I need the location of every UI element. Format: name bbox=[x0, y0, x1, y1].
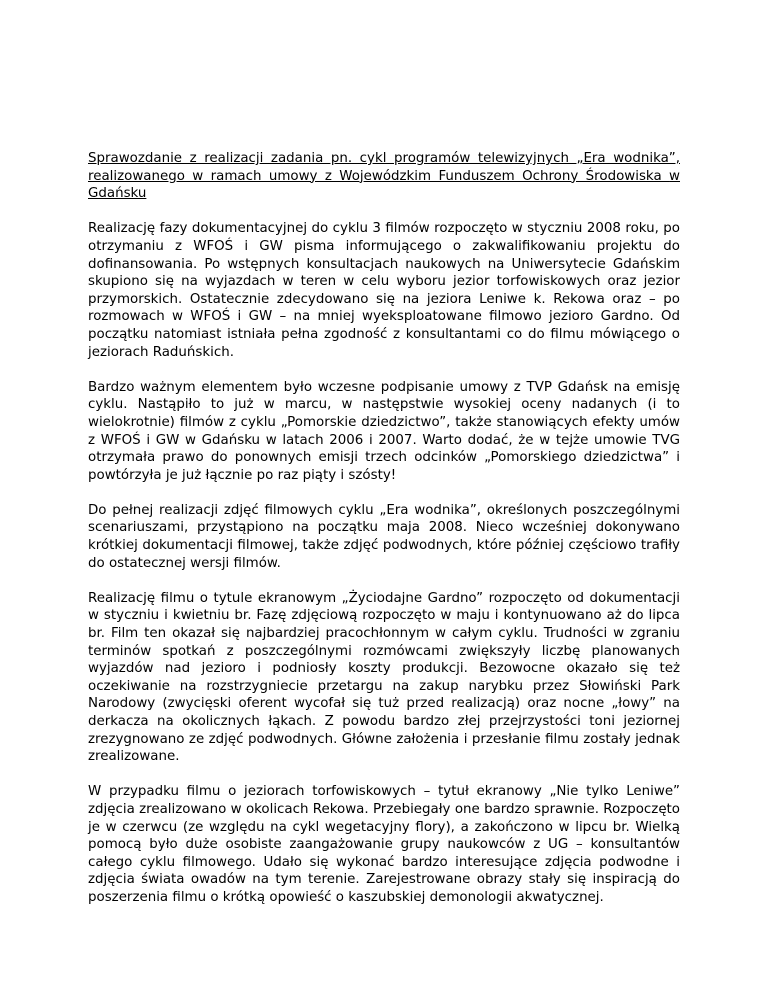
paragraph-filming-start: Do pełnej realizacji zdjęć filmowych cyklu „Era wodnika”, określonych poszczególnymi scenariuszami, przystąpiono na początku maja 2008. Nieco wcześniej dokonywano krótkiej dokumentacji filmowej, także zdjęć podwodnych, które później częściowo trafiły do ostatecznej wersji filmów. bbox=[88, 502, 680, 571]
paragraph-tvp-agreement: Bardzo ważnym elementem było wczesne podpisanie umowy z TVP Gdańsk na emisję cyklu. Nastąpiło to już w marcu, w następstwie wysokiej oceny nadanych (i to wielokrotnie) filmów z cyklu „Pomorskie dziedzictwo”, także stanowiących efekty umów z WFOŚ i GW w Gdańsku w latach 2006 i 2007. Warto dodać, że w tejże umowie TVG otrzymała prawo do ponownych emisji trzech odcinków „Pomorskiego dziedzictwa” i powtórzyła je już łącznie po raz piąty i szósty! bbox=[88, 379, 680, 483]
document-page bbox=[88, 150, 680, 924]
paragraph-leniwe-film: W przypadku filmu o jeziorach torfowiskowych – tytuł ekranowy „Nie tylko Leniwe” zdjęcia zrealizowano w okolicach Rekowa. Przebiegały one bardzo sprawnie. Rozpoczęto je w czerwcu (ze względu na cykl wegetacyjny flory), a zakończono w lipcu br. Wielką pomocą było duże osobiste zaangażowanie grupy naukowców z UG – konsultantów całego cyklu filmowego. Udało się wykonać bardzo interesujące zdjęcia podwodne i zdjęcia świata owadów na tym terenie. Zarejestrowane obrazy stały się inspiracją do poszerzenia filmu o krótką opowieść o kaszubskiej demonologii akwatycznej. bbox=[88, 784, 680, 905]
paragraph-gardno-film: Realizację filmu o tytule ekranowym „Życiodajne Gardno” rozpoczęto od dokumentacji w styczniu i kwietniu br. Fazę zdjęciową rozpoczęto w maju i kontynuowano aż do lipca br. Film ten okazał się najbardziej pracochłonnym w całym cyklu. Trudności w zgraniu terminów spotkań z poszczególnymi rozmówcami zwiększyły liczbę planowanych wyjazdów nad jezioro i podniosły koszty produkcji. Bezowocne okazało się też oczekiwanie na rozstrzygniecie przetargu na zakup narybku przez Słowiński Park Narodowy (zwycięski oferent wycofał się tuż przed realizacją) oraz nocne „łowy” na derkacza na okolicznych łąkach. Z powodu bardzo złej przejrzystości toni jeziornej zrezygnowano ze zdjęć podwodnych. Główne założenia i przesłanie filmu zostały jednak zrealizowane. bbox=[88, 590, 680, 765]
paragraph-documentation-phase: Realizację fazy dokumentacyjnej do cyklu 3 filmów rozpoczęto w styczniu 2008 roku, po otrzymaniu z WFOŚ i GW pisma informującego o zakwalifikowaniu projektu do dofinansowania. Po wstępnych konsultacjach naukowych na Uniwersytecie Gdańskim skupiono się na wyjazdach w teren w celu wyboru jezior torfowiskowych oraz jezior przymorskich. Ostatecznie zdecydowano się na jeziora Leniwe k. Rekowa oraz – po rozmowach w WFOŚ i GW – na mniej wyeksploatowane filmowo jezioro Gardno. Od początku natomiast istniała pełna zgodność z konsultantami co do filmu mówiącego o jeziorach Raduńskich. bbox=[88, 221, 680, 360]
title-line-2: realizowanego w ramach umowy z Wojewódzkim Funduszem Ochrony Środowiska bbox=[88, 168, 670, 184]
document-title bbox=[88, 150, 680, 203]
title-line-1: Sprawozdanie z realizacji zadania pn. cykl programów telewizyjnych „Era wodnika”, bbox=[88, 151, 680, 166]
title-line-3: w Gdańsku bbox=[88, 168, 680, 202]
